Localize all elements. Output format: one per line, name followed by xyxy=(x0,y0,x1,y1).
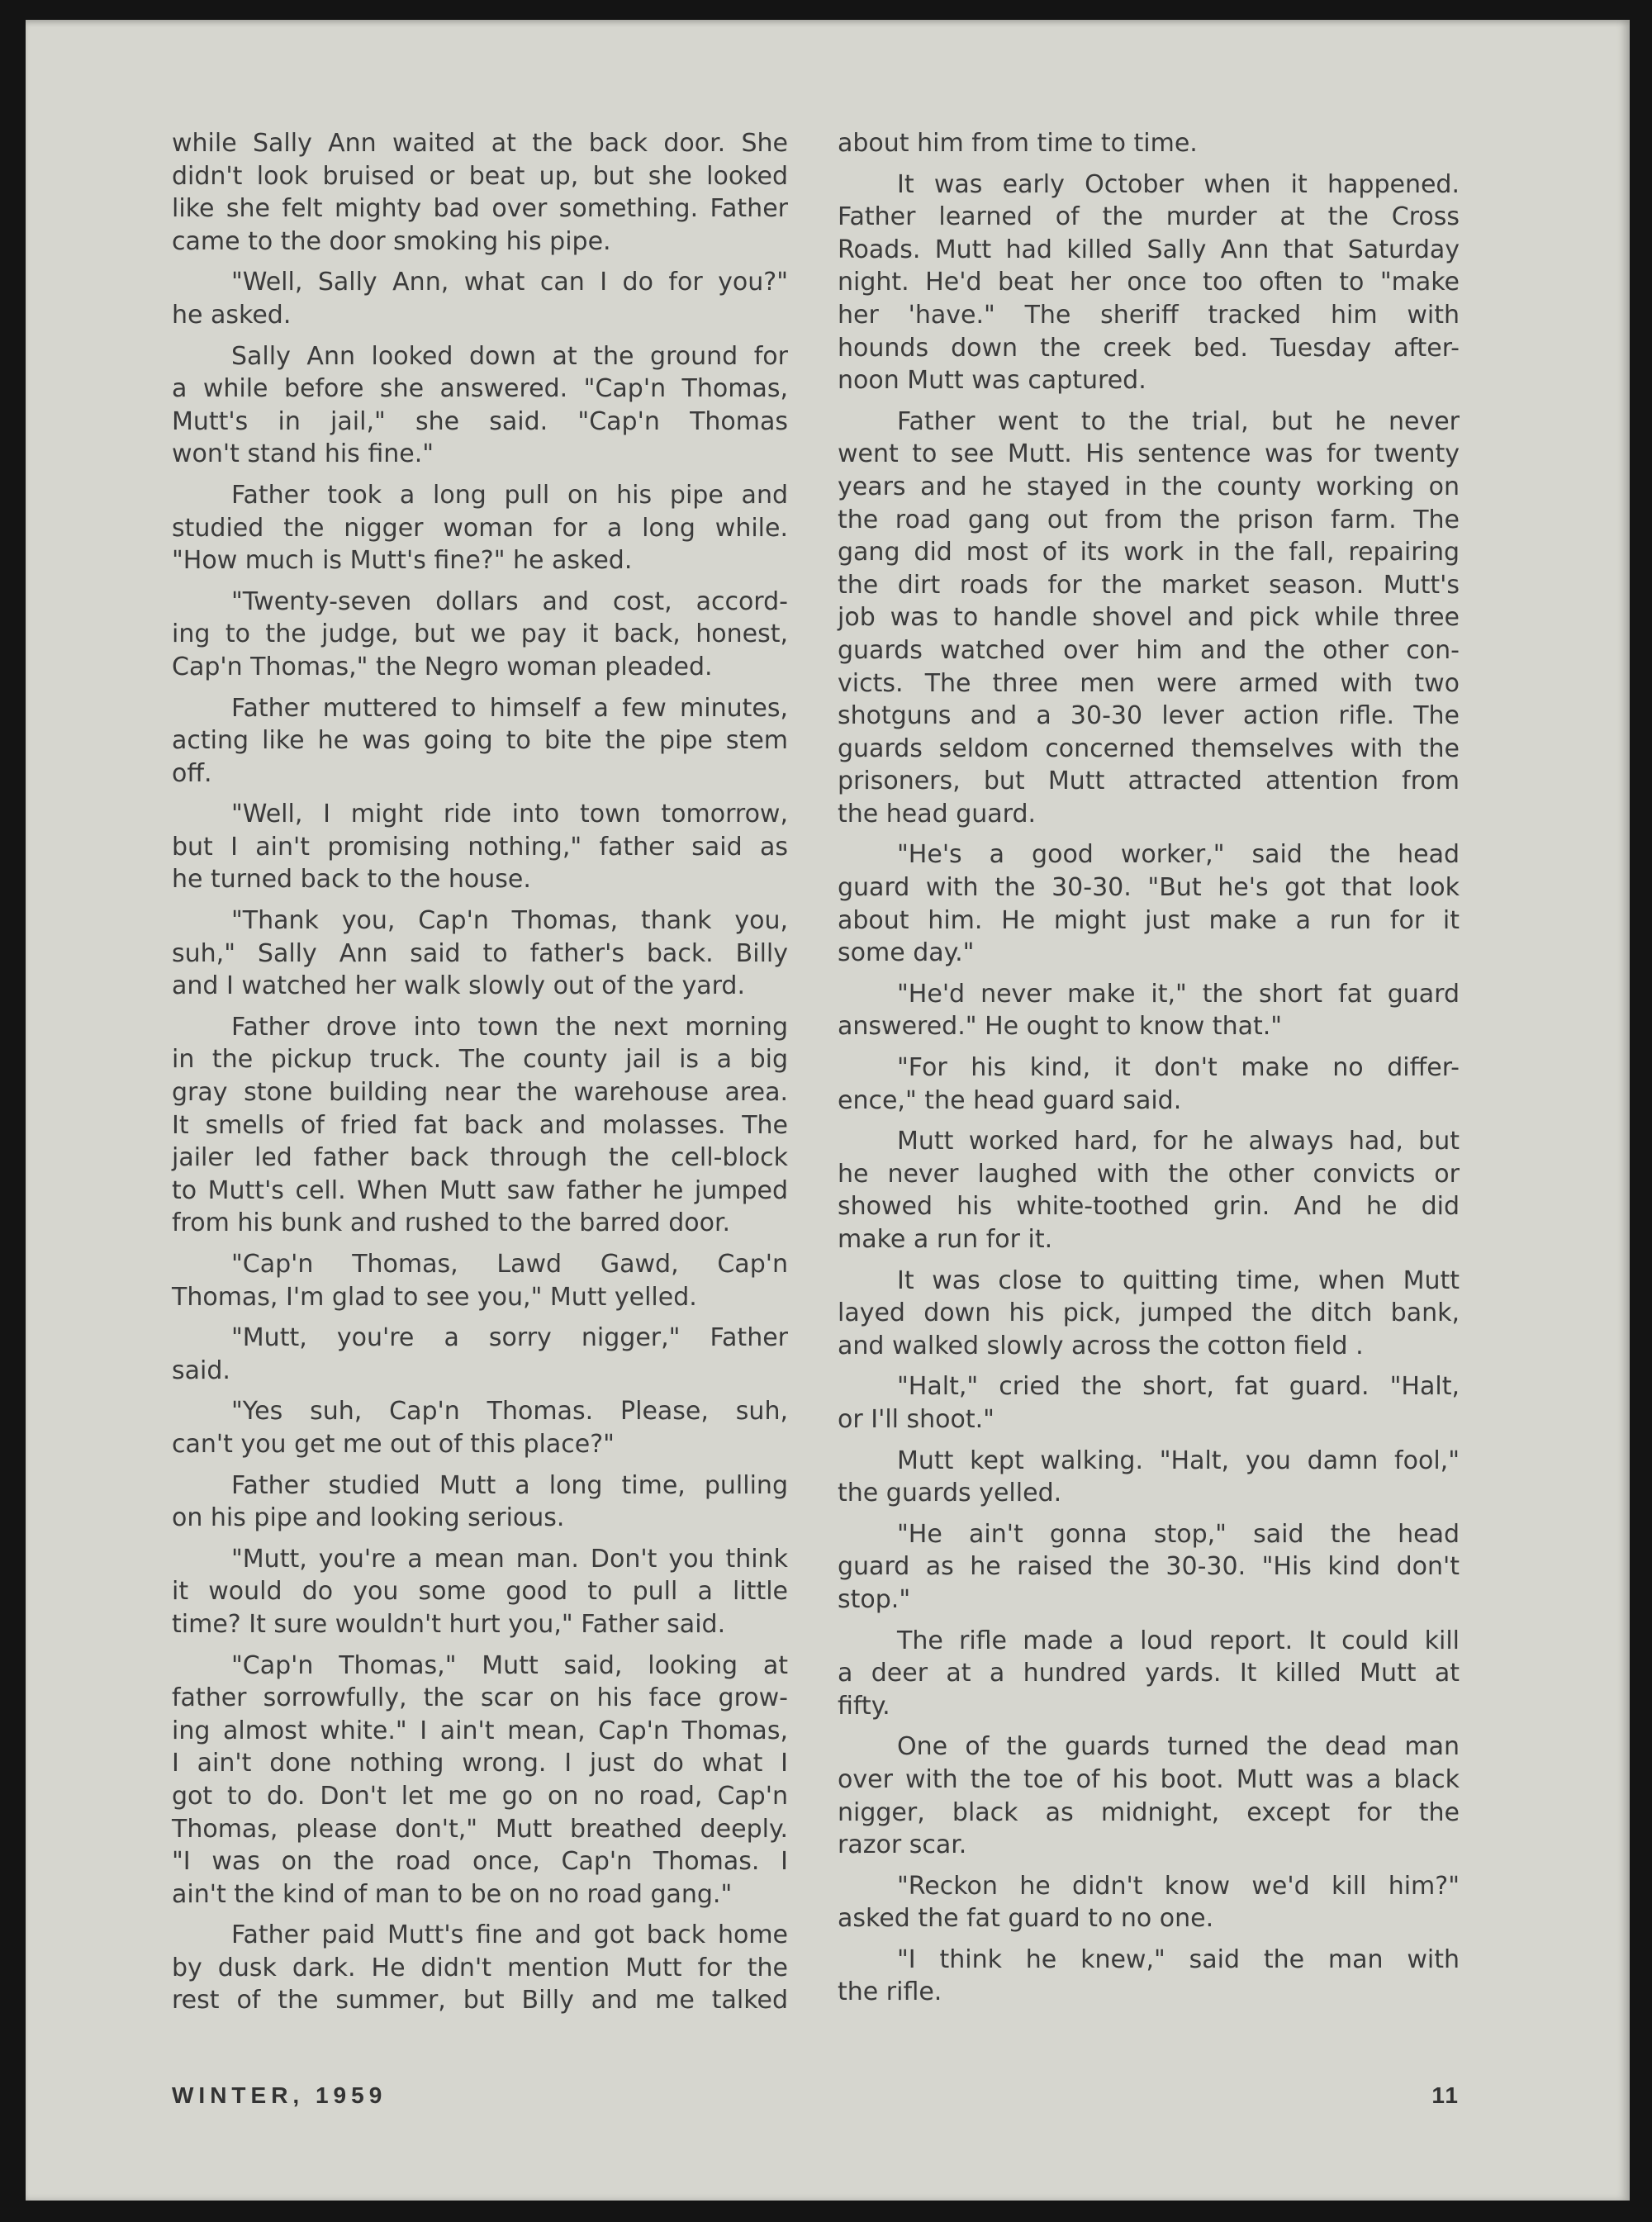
text-line: from his bunk and rushed to the barred door. xyxy=(172,1208,731,1238)
text-line: Father learned of the murder at the Cross xyxy=(838,202,1460,232)
text-line: asked the fat guard to no one. xyxy=(838,1904,1214,1934)
paragraph xyxy=(838,1370,1460,1436)
text-line: "Yes suh, Cap'n Thomas. Please, suh, xyxy=(231,1397,788,1427)
text-line: the dirt roads for the market season. Mutt's xyxy=(838,570,1460,600)
text-line: noon Mutt was captured. xyxy=(838,366,1146,396)
paragraph xyxy=(838,978,1460,1043)
text-line: Mutt worked hard, for he always had, but xyxy=(897,1127,1460,1156)
text-line: fifty. xyxy=(838,1691,890,1721)
text-line: stop." xyxy=(838,1584,911,1614)
text-line: Mutt's in jail," she said. "Cap'n Thomas xyxy=(172,406,788,436)
text-line: the road gang out from the prison farm. The xyxy=(838,505,1460,534)
paragraph xyxy=(838,1870,1460,1935)
text-line: The rifle made a loud report. It could kill xyxy=(897,1626,1460,1655)
text-line: guards watched over him and the other con- xyxy=(838,635,1460,665)
text-line: "Cap'n Thomas," Mutt said, looking at xyxy=(231,1650,788,1680)
text-line: "Cap'n Thomas, Lawd Gawd, Cap'n xyxy=(231,1250,788,1279)
text-line: Roads. Mutt had killed Sally Ann that Saturday xyxy=(838,235,1460,264)
text-line: guard with the 30-30. "But he's got that look xyxy=(838,873,1460,903)
text-line: night. He'd beat her once too often to "make xyxy=(838,268,1460,297)
text-line: about him. He might just make a run for it xyxy=(838,905,1460,935)
text-line: Father studied Mutt a long time, pulling xyxy=(231,1470,788,1500)
text-line: "Well, I might ride into town tomorrow, xyxy=(231,800,788,829)
paragraph xyxy=(838,1731,1460,1861)
text-line: a deer at a hundred yards. It killed Mutt at xyxy=(838,1659,1460,1688)
paragraph xyxy=(172,1011,788,1240)
text-line: "How much is Mutt's fine?" he asked. xyxy=(172,546,633,576)
text-line: over with the toe of his boot. Mutt was a black xyxy=(838,1764,1460,1794)
text-line: ing almost white." I ain't mean, Cap'n Thomas, xyxy=(172,1716,788,1745)
text-line: One of the guards turned the dead man xyxy=(897,1732,1460,1762)
text-line: years and he stayed in the county working on xyxy=(838,472,1460,501)
text-line: "I was on the road once, Cap'n Thomas. I xyxy=(172,1847,788,1877)
text-line: "Mutt, you're a sorry nigger," Father xyxy=(231,1323,788,1353)
text-line: "Halt," cried the short, fat guard. "Halt, xyxy=(897,1372,1460,1402)
text-line: ain't the kind of man to be on no road gang." xyxy=(172,1879,733,1909)
paragraph xyxy=(838,1625,1460,1723)
paragraph xyxy=(172,1248,788,1313)
text-line: he asked. xyxy=(172,300,292,330)
text-line: make a run for it. xyxy=(838,1225,1053,1254)
text-line: Cap'n Thomas," the Negro woman pleaded. xyxy=(172,652,713,681)
text-line: the rifle. xyxy=(838,1977,942,2007)
text-line: by dusk dark. He didn't mention Mutt for the xyxy=(172,1953,788,1982)
paragraph xyxy=(838,1125,1460,1256)
paragraph xyxy=(172,1650,788,1911)
paragraph xyxy=(838,1445,1460,1510)
paragraph xyxy=(172,586,788,684)
text-line: "Reckon he didn't know we'd kill him?" xyxy=(897,1871,1460,1901)
text-line: but I ain't promising nothing," father said as xyxy=(172,832,788,862)
text-line: and I watched her walk slowly out of the yard. xyxy=(172,971,745,1001)
paragraph xyxy=(172,904,788,1003)
paragraph xyxy=(838,1518,1460,1617)
text-line: Thomas, please don't," Mutt breathed deeply. xyxy=(172,1814,788,1844)
paragraph xyxy=(838,1265,1460,1363)
text-line: victs. The three men were armed with two xyxy=(838,668,1460,698)
text-line: a while before she answered. "Cap'n Thomas, xyxy=(172,374,788,404)
paragraph xyxy=(838,1052,1460,1117)
text-line: guard as he raised the 30-30. "His kind don't xyxy=(838,1552,1460,1582)
text-line: in the pickup truck. The county jail is a big xyxy=(172,1045,788,1075)
left-column xyxy=(172,127,788,2017)
text-line: off. xyxy=(172,758,212,788)
text-line: got to do. Don't let me go on no road, Cap'n xyxy=(172,1781,788,1811)
text-line: I ain't done nothing wrong. I just do what I xyxy=(172,1749,788,1778)
text-line: nigger, black as midnight, except for the xyxy=(838,1797,1460,1827)
text-line: didn't look bruised or beat up, but she looked xyxy=(172,161,788,191)
text-line: the guards yelled. xyxy=(838,1479,1062,1508)
text-line: on his pipe and looking serious. xyxy=(172,1503,565,1533)
text-line: acting like he was going to bite the pipe stem xyxy=(172,726,788,756)
paragraph xyxy=(172,1543,788,1641)
paragraph xyxy=(172,692,788,791)
text-line: the head guard. xyxy=(838,799,1037,829)
text-line: shotguns and a 30-30 lever action rifle. The xyxy=(838,701,1460,731)
text-line: jailer led father back through the cell-block xyxy=(172,1143,788,1173)
text-line: ing to the judge, but we pay it back, honest, xyxy=(172,620,788,649)
text-line: while Sally Ann waited at the back door. She xyxy=(172,129,788,158)
text-line: It was early October when it happened. xyxy=(897,169,1460,199)
text-line: like she felt mighty bad over something. Father xyxy=(172,194,788,224)
text-line: "Twenty-seven dollars and cost, accord- xyxy=(231,586,788,616)
text-line: "For his kind, it don't make no differ- xyxy=(897,1053,1460,1083)
text-line: "He ain't gonna stop," said the head xyxy=(897,1519,1460,1549)
text-line: he turned back to the house. xyxy=(172,865,531,895)
text-line: ence," the head guard said. xyxy=(838,1085,1182,1115)
text-line: guards seldom concerned themselves with the xyxy=(838,734,1460,763)
text-line: job was to handle shovel and pick while three xyxy=(838,603,1460,633)
paragraph xyxy=(172,266,788,331)
text-line: Mutt kept walking. "Halt, you damn fool," xyxy=(897,1446,1460,1475)
text-line: "I think he knew," said the man with xyxy=(897,1944,1460,1974)
right-column xyxy=(838,127,1460,2009)
text-line: prisoners, but Mutt attracted attention from xyxy=(838,767,1460,796)
text-line: Sally Ann looked down at the ground for xyxy=(231,341,788,371)
paragraph xyxy=(172,1469,788,1535)
text-line: "Well, Sally Ann, what can I do for you?" xyxy=(231,268,788,297)
text-line: and walked slowly across the cotton field . xyxy=(838,1331,1364,1360)
text-line: Father muttered to himself a few minutes, xyxy=(231,693,788,723)
text-line: some day." xyxy=(838,938,975,968)
paragraph xyxy=(172,1322,788,1387)
paragraph xyxy=(838,1944,1460,2009)
text-line: to Mutt's cell. When Mutt saw father he jumped xyxy=(172,1175,788,1205)
text-line: "He's a good worker," said the head xyxy=(897,840,1460,870)
text-line: "He'd never make it," the short fat guard xyxy=(897,979,1460,1009)
text-line: said. xyxy=(172,1356,230,1385)
page-number: 11 xyxy=(1431,2082,1460,2108)
paragraph xyxy=(172,798,788,896)
paragraph xyxy=(838,406,1460,831)
text-line: Thomas, I'm glad to see you," Mutt yelled. xyxy=(172,1282,697,1312)
text-line: gray stone building near the warehouse area. xyxy=(172,1078,788,1108)
text-line: layed down his pick, jumped the ditch bank, xyxy=(838,1299,1460,1328)
text-line: "Mutt, you're a mean man. Don't you think xyxy=(231,1544,788,1574)
text-line: Father took a long pull on his pipe and xyxy=(231,480,788,510)
text-line: or I'll shoot." xyxy=(838,1404,995,1434)
text-line: won't stand his fine." xyxy=(172,439,434,469)
text-line: went to see Mutt. His sentence was for twenty xyxy=(838,439,1460,469)
paragraph xyxy=(172,479,788,577)
issue-date: WINTER, 1959 xyxy=(172,2082,387,2108)
text-line: Father drove into town the next morning xyxy=(231,1012,788,1042)
text-line: her 'have." The sheriff tracked him with xyxy=(838,300,1460,330)
text-line: came to the door smoking his pipe. xyxy=(172,226,611,256)
text-line: It smells of fried fat back and molasses. The xyxy=(172,1110,788,1140)
text-line: razor scar. xyxy=(838,1830,967,1860)
text-line: he never laughed with the other convicts or xyxy=(838,1159,1460,1189)
paragraph xyxy=(172,127,788,258)
paragraph xyxy=(838,169,1460,397)
text-line: it would do you some good to pull a little xyxy=(172,1577,788,1607)
text-line: time? It sure wouldn't hurt you," Father said. xyxy=(172,1609,726,1639)
magazine-page xyxy=(26,20,1630,2201)
text-line: Father paid Mutt's fine and got back home xyxy=(231,1921,788,1950)
text-line: Father went to the trial, but he never xyxy=(897,406,1460,436)
text-line: gang did most of its work in the fall, repairing xyxy=(838,538,1460,567)
text-line: can't you get me out of this place?" xyxy=(172,1429,615,1459)
paragraph xyxy=(838,838,1460,969)
paragraph xyxy=(172,1919,788,2017)
paragraph xyxy=(172,340,788,471)
text-line: It was close to quitting time, when Mutt xyxy=(897,1265,1460,1295)
text-line: studied the nigger woman for a long while. xyxy=(172,513,788,543)
text-line: "Thank you, Cap'n Thomas, thank you, xyxy=(231,906,788,936)
text-line: rest of the summer, but Billy and me talked xyxy=(172,1986,788,2015)
text-line: about him from time to time. xyxy=(838,129,1198,158)
paragraph xyxy=(838,127,1460,160)
text-line: suh," Sally Ann said to father's back. Billy xyxy=(172,938,788,968)
text-line: hounds down the creek bed. Tuesday after- xyxy=(838,333,1460,363)
text-line: answered." He ought to know that." xyxy=(838,1012,1283,1042)
paragraph xyxy=(172,1395,788,1460)
text-line: father sorrowfully, the scar on his face grow- xyxy=(172,1683,788,1713)
text-line: showed his white-toothed grin. And he did xyxy=(838,1192,1460,1222)
